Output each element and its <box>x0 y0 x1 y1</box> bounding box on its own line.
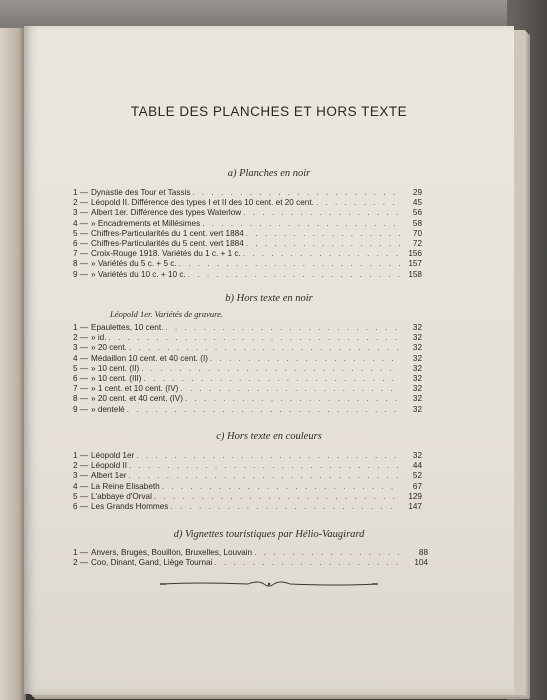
entry-page-number: 67 <box>412 481 422 491</box>
section-subheading-b: Léopold 1er. Variétés de gravure. <box>110 309 224 319</box>
entry-page-number: 158 <box>408 269 422 279</box>
entry-number: 5 — <box>73 228 89 238</box>
toc-entry <box>73 451 422 461</box>
section-a-entries <box>73 188 422 280</box>
section-heading-b: b) Hors texte en noir <box>225 293 313 304</box>
toc-entry <box>73 239 422 249</box>
toc-entry <box>73 259 422 269</box>
entry-label: Chiffres-Particularités du 5 cent. vert 1884 <box>91 238 244 248</box>
entry-page-number: 32 <box>412 373 422 383</box>
toc-entry <box>73 333 422 343</box>
entry-label: Léopold II <box>91 461 127 471</box>
entry-number: 1 — <box>73 188 89 197</box>
left-page-edge <box>0 28 26 700</box>
entry-page-number: 32 <box>412 394 422 404</box>
entry-label: » Encadrements et Millésimes <box>91 218 201 228</box>
entry-number: 5 — <box>73 491 89 501</box>
entry-label: » dentelé <box>91 404 125 414</box>
toc-entry <box>73 374 422 384</box>
dot-leader <box>165 323 400 333</box>
decorative-rule <box>158 578 380 590</box>
entry-number: 4 — <box>73 481 89 491</box>
entry-page-number: 32 <box>412 451 422 460</box>
entry-number: 6 — <box>73 501 89 511</box>
toc-entry <box>73 482 422 492</box>
entry-label: Coo, Dinant, Gand, Liège Tournai <box>91 558 213 568</box>
toc-entry <box>73 384 422 394</box>
entry-number: 3 — <box>73 343 89 353</box>
toc-entry <box>73 394 422 404</box>
entry-label: » Variétés du 10 c. + 10 c. <box>91 269 186 279</box>
entry-page-number: 32 <box>412 404 422 414</box>
entry-page-number: 52 <box>412 471 422 481</box>
dot-leader <box>129 343 400 353</box>
dot-leader <box>127 405 400 415</box>
dot-leader <box>243 249 400 259</box>
entry-number: 3 — <box>73 471 89 481</box>
entry-page-number: 29 <box>412 188 422 197</box>
entry-page-number: 32 <box>412 363 422 373</box>
entry-label: » 10 cent. (II) <box>91 363 140 373</box>
entry-label: Albert 1er. Différence des types Waterlow <box>91 208 242 218</box>
entry-number: 1 — <box>73 451 89 460</box>
entry-number: 1 — <box>73 548 89 557</box>
entry-page-number: 44 <box>412 461 422 471</box>
entry-label: Dynastie des Tour et Tassis <box>91 188 191 197</box>
entry-page-number: 129 <box>408 491 422 501</box>
dot-leader <box>316 198 400 208</box>
entry-label: » 10 cent. (III) <box>91 373 142 383</box>
section-heading-c: c) Hors texte en couleurs <box>216 431 322 442</box>
toc-entry <box>73 219 422 229</box>
entry-number: 6 — <box>73 373 89 383</box>
dot-leader <box>136 451 400 461</box>
toc-entry <box>73 548 428 558</box>
toc-entry <box>73 208 422 218</box>
dot-leader <box>129 471 401 481</box>
dot-leader <box>129 461 400 471</box>
entry-number: 7 — <box>73 249 89 259</box>
entry-number: 1 — <box>73 323 89 332</box>
page-title: TABLE DES PLANCHES ET HORS TEXTE <box>130 104 408 119</box>
entry-page-number: 157 <box>408 259 422 269</box>
entry-number: 3 — <box>73 208 89 218</box>
dot-leader <box>246 239 400 249</box>
toc-entry <box>73 461 422 471</box>
section-heading-a: a) Planches en noir <box>227 168 311 179</box>
dot-leader <box>154 492 400 502</box>
toc-entry <box>73 492 422 502</box>
entry-page-number: 32 <box>412 333 422 343</box>
section-d-entries <box>73 548 428 568</box>
section-c-entries <box>73 451 422 512</box>
entry-number: 2 — <box>73 198 89 208</box>
dot-leader <box>192 188 400 198</box>
entry-number: 2 — <box>73 333 89 343</box>
entry-number: 5 — <box>73 363 89 373</box>
entry-label: » id. <box>91 333 107 343</box>
entry-page-number: 72 <box>412 238 422 248</box>
entry-label: » 20 cent. <box>91 343 127 353</box>
dot-leader <box>180 384 400 394</box>
toc-entry <box>73 229 422 239</box>
book-page <box>24 26 514 694</box>
toc-entry <box>73 249 422 259</box>
toc-entry <box>73 502 422 512</box>
entry-label: Médaillon 10 cent. et 40 cent. (I) <box>91 353 208 363</box>
entry-number: 6 — <box>73 238 89 248</box>
dot-leader <box>108 333 400 343</box>
toc-entry <box>73 198 422 208</box>
entry-page-number: 88 <box>418 548 428 557</box>
entry-page-number: 147 <box>408 501 422 511</box>
dot-leader <box>170 502 400 512</box>
entry-number: 2 — <box>73 558 89 568</box>
entry-page-number: 58 <box>412 218 422 228</box>
entry-label: Léopold 1er <box>91 451 135 460</box>
entry-label: Croix-Rouge 1918. Variétés du 1 c. + 1 c. <box>91 249 241 259</box>
toc-entry <box>73 188 422 198</box>
dot-leader <box>162 482 400 492</box>
dot-leader <box>202 219 400 229</box>
toc-entry <box>73 323 422 333</box>
dot-leader <box>141 364 400 374</box>
dot-leader <box>179 259 400 269</box>
entry-page-number: 32 <box>412 353 422 363</box>
section-b-entries <box>73 323 422 415</box>
entry-label: Chiffres-Particularités du 1 cent. vert 1884 <box>91 228 244 238</box>
dot-leader <box>214 558 406 568</box>
entry-label: Epaulettes, 10 cent. <box>91 323 164 332</box>
entry-number: 8 — <box>73 394 89 404</box>
entry-page-number: 32 <box>412 343 422 353</box>
toc-entry <box>73 471 422 481</box>
entry-number: 4 — <box>73 218 89 228</box>
toc-entry <box>73 354 422 364</box>
dot-leader <box>254 548 406 558</box>
entry-page-number: 32 <box>412 384 422 394</box>
entry-page-number: 56 <box>412 208 422 218</box>
toc-entry <box>73 405 422 415</box>
entry-label: » 1 cent. et 10 cent. (IV) <box>91 384 179 394</box>
dot-leader <box>185 394 400 404</box>
dot-leader <box>188 270 400 280</box>
entry-number: 8 — <box>73 259 89 269</box>
entry-label: Les Grands Hommes <box>91 501 169 511</box>
entry-page-number: 156 <box>408 249 422 259</box>
entry-number: 2 — <box>73 461 89 471</box>
entry-label: Léopold II. Différence des types I et II des 10 cent. et 20 cent. <box>91 198 314 208</box>
entry-label: L'abbaye d'Orval <box>91 491 152 501</box>
dot-leader <box>210 354 400 364</box>
toc-entry <box>73 343 422 353</box>
entry-page-number: 45 <box>412 198 422 208</box>
entry-label: » Variétés du 5 c. + 5 c. <box>91 259 177 269</box>
toc-entry <box>73 364 422 374</box>
entry-number: 4 — <box>73 353 89 363</box>
dot-leader <box>246 229 400 239</box>
entry-page-number: 70 <box>412 228 422 238</box>
entry-label: La Reine Elisabeth <box>91 481 160 491</box>
entry-page-number: 32 <box>412 323 422 332</box>
entry-page-number: 104 <box>414 558 428 568</box>
entry-number: 7 — <box>73 384 89 394</box>
section-heading-d: d) Vignettes touristiques par Hélio-Vaugirard <box>173 529 365 540</box>
entry-number: 9 — <box>73 404 89 414</box>
dot-leader <box>243 208 400 218</box>
dot-leader <box>144 374 400 384</box>
entry-number: 9 — <box>73 269 89 279</box>
toc-entry <box>73 558 428 568</box>
entry-label: Anvers, Bruges, Bouillon, Bruxelles, Louvain <box>91 548 253 557</box>
entry-label: » 20 cent. et 40 cent. (IV) <box>91 394 183 404</box>
toc-entry <box>73 270 422 280</box>
entry-label: Albert 1er <box>91 471 127 481</box>
